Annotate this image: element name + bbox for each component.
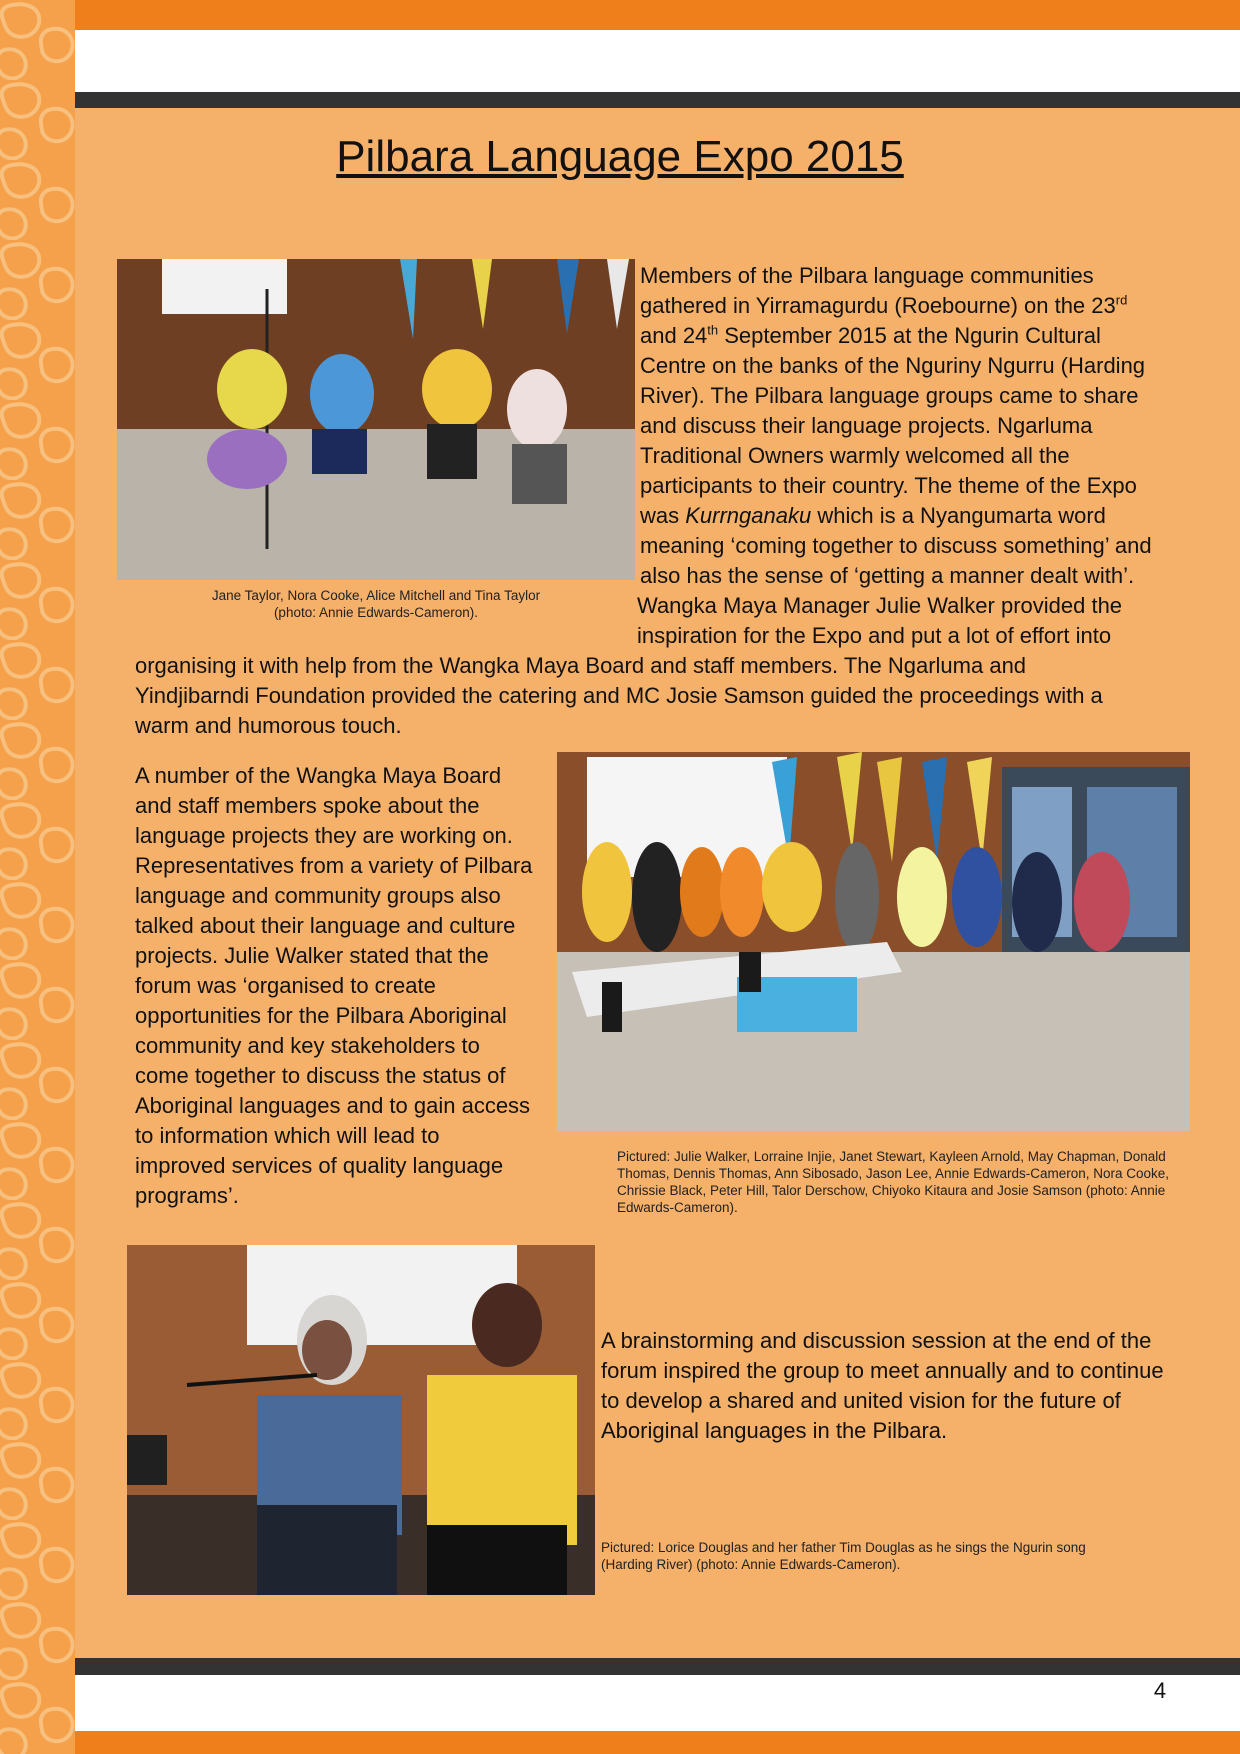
top-dark-rule bbox=[75, 92, 1240, 108]
text-line: also has the sense of ‘getting a manner dealt with’. bbox=[640, 563, 1135, 588]
photo-four-women-seated bbox=[117, 259, 635, 580]
text-line: come together to discuss the status of bbox=[135, 1063, 506, 1088]
text-line bbox=[640, 291, 1200, 321]
page-number: 4 bbox=[1153, 1678, 1167, 1703]
text-line: forum inspired the group to meet annually and to continue bbox=[601, 1358, 1164, 1383]
text-line: Representatives from a variety of Pilbara bbox=[135, 853, 533, 878]
text-line: community and key stakeholders to bbox=[135, 1033, 480, 1058]
photo-man-singing bbox=[127, 1245, 595, 1595]
text-line: Traditional Owners warmly welcomed all the bbox=[640, 443, 1070, 468]
text-line: Members of the Pilbara language communities bbox=[640, 263, 1094, 288]
photo-caption-3 bbox=[601, 1539, 1201, 1573]
text-line: Yindjibarndi Foundation provided the catering and MC Josie Samson guided the proceedings with a bbox=[135, 683, 1103, 708]
text-line: programs’. bbox=[135, 1183, 239, 1208]
caption-line: Pictured: Lorice Douglas and her father Tim Douglas as he sings the Ngurin song bbox=[601, 1540, 1086, 1555]
text-line: projects. Julie Walker stated that the bbox=[135, 943, 489, 968]
text-line: language and community groups also bbox=[135, 883, 501, 908]
superscript: rd bbox=[1115, 292, 1128, 308]
caption-line: Thomas, Dennis Thomas, Ann Sibosado, Jason Lee, Annie Edwards-Cameron, Nora Cooke, bbox=[617, 1166, 1170, 1181]
text-line: warm and humorous touch. bbox=[135, 713, 402, 738]
text-line: forum was ‘organised to create bbox=[135, 973, 436, 998]
paragraph-1-right bbox=[640, 261, 1200, 591]
page-title: Pilbara Language Expo 2015 bbox=[336, 132, 904, 181]
text-line bbox=[640, 501, 1200, 531]
header-band bbox=[75, 30, 1240, 92]
text-line: language projects they are working on. bbox=[135, 823, 513, 848]
text-line: organising it with help from the Wangka Maya Board and staff members. The Ngarluma and bbox=[135, 653, 1027, 678]
bottom-orange-bar bbox=[75, 1731, 1240, 1754]
text-span: was bbox=[640, 503, 686, 528]
text-line: participants to their country. The theme of the Expo bbox=[640, 473, 1137, 498]
text-line: improved services of quality language bbox=[135, 1153, 504, 1178]
bottom-dark-rule bbox=[75, 1658, 1240, 1675]
caption-line: Pictured: Julie Walker, Lorraine Injie, Janet Stewart, Kayleen Arnold, May Chapman, Donald bbox=[617, 1149, 1166, 1164]
top-orange-bar bbox=[75, 0, 1240, 30]
text-line: Aboriginal languages in the Pilbara. bbox=[601, 1418, 948, 1443]
caption-line: (photo: Annie Edwards-Cameron). bbox=[273, 605, 479, 620]
caption-line: (Harding River) (photo: Annie Edwards-Cameron). bbox=[601, 1557, 901, 1572]
paragraph-1-full-width bbox=[135, 651, 1215, 741]
text-line: meaning ‘coming together to discuss something’ and bbox=[640, 533, 1152, 558]
text-line: opportunities for the Pilbara Aboriginal bbox=[135, 1003, 507, 1028]
decorative-side-strip bbox=[0, 0, 75, 1754]
text-line: River). The Pilbara language groups came to share bbox=[640, 383, 1139, 408]
text-span: and 24 bbox=[640, 323, 708, 348]
text-line: Centre on the banks of the Nguriny Ngurru (Harding bbox=[640, 353, 1146, 378]
caption-line: Jane Taylor, Nora Cooke, Alice Mitchell and Tina Taylor bbox=[211, 588, 541, 603]
text-line bbox=[640, 321, 1200, 351]
text-line: inspiration for the Expo and put a lot of effort into bbox=[637, 623, 1112, 648]
footer-band bbox=[75, 1675, 1240, 1731]
text-line: and staff members spoke about the bbox=[135, 793, 480, 818]
text-line: A number of the Wangka Maya Board bbox=[135, 763, 502, 788]
caption-line: Edwards-Cameron). bbox=[617, 1200, 738, 1215]
text-line: talked about their language and culture bbox=[135, 913, 516, 938]
text-line: Aboriginal languages and to gain access bbox=[135, 1093, 531, 1118]
tribal-pattern-icon bbox=[0, 0, 75, 1754]
paragraph-2 bbox=[135, 761, 555, 1211]
photo-group-standing bbox=[557, 752, 1190, 1131]
paragraph-3 bbox=[601, 1326, 1221, 1446]
text-line: and discuss their language projects. Ngarluma bbox=[640, 413, 1093, 438]
photo-caption-2 bbox=[617, 1148, 1217, 1216]
photo-caption-1 bbox=[117, 587, 635, 621]
text-line: Wangka Maya Manager Julie Walker provided the bbox=[637, 593, 1123, 618]
superscript: th bbox=[707, 322, 719, 338]
text-line: to develop a shared and united vision for the future of bbox=[601, 1388, 1121, 1413]
italic-word: Kurrnganaku bbox=[685, 503, 812, 528]
text-span: September 2015 at the Ngurin Cultural bbox=[718, 323, 1101, 348]
caption-line: Chrissie Black, Peter Hill, Talor Derschow, Chiyoko Kitaura and Josie Samson (photo: Annie bbox=[617, 1183, 1166, 1198]
text-span: gathered in Yirramagurdu (Roebourne) on the 23 bbox=[640, 293, 1116, 318]
text-line: to information which will lead to bbox=[135, 1123, 440, 1148]
paragraph-1-continued bbox=[637, 591, 1197, 651]
text-line: A brainstorming and discussion session at the end of the bbox=[601, 1328, 1152, 1353]
text-span: which is a Nyangumarta word bbox=[811, 503, 1106, 528]
